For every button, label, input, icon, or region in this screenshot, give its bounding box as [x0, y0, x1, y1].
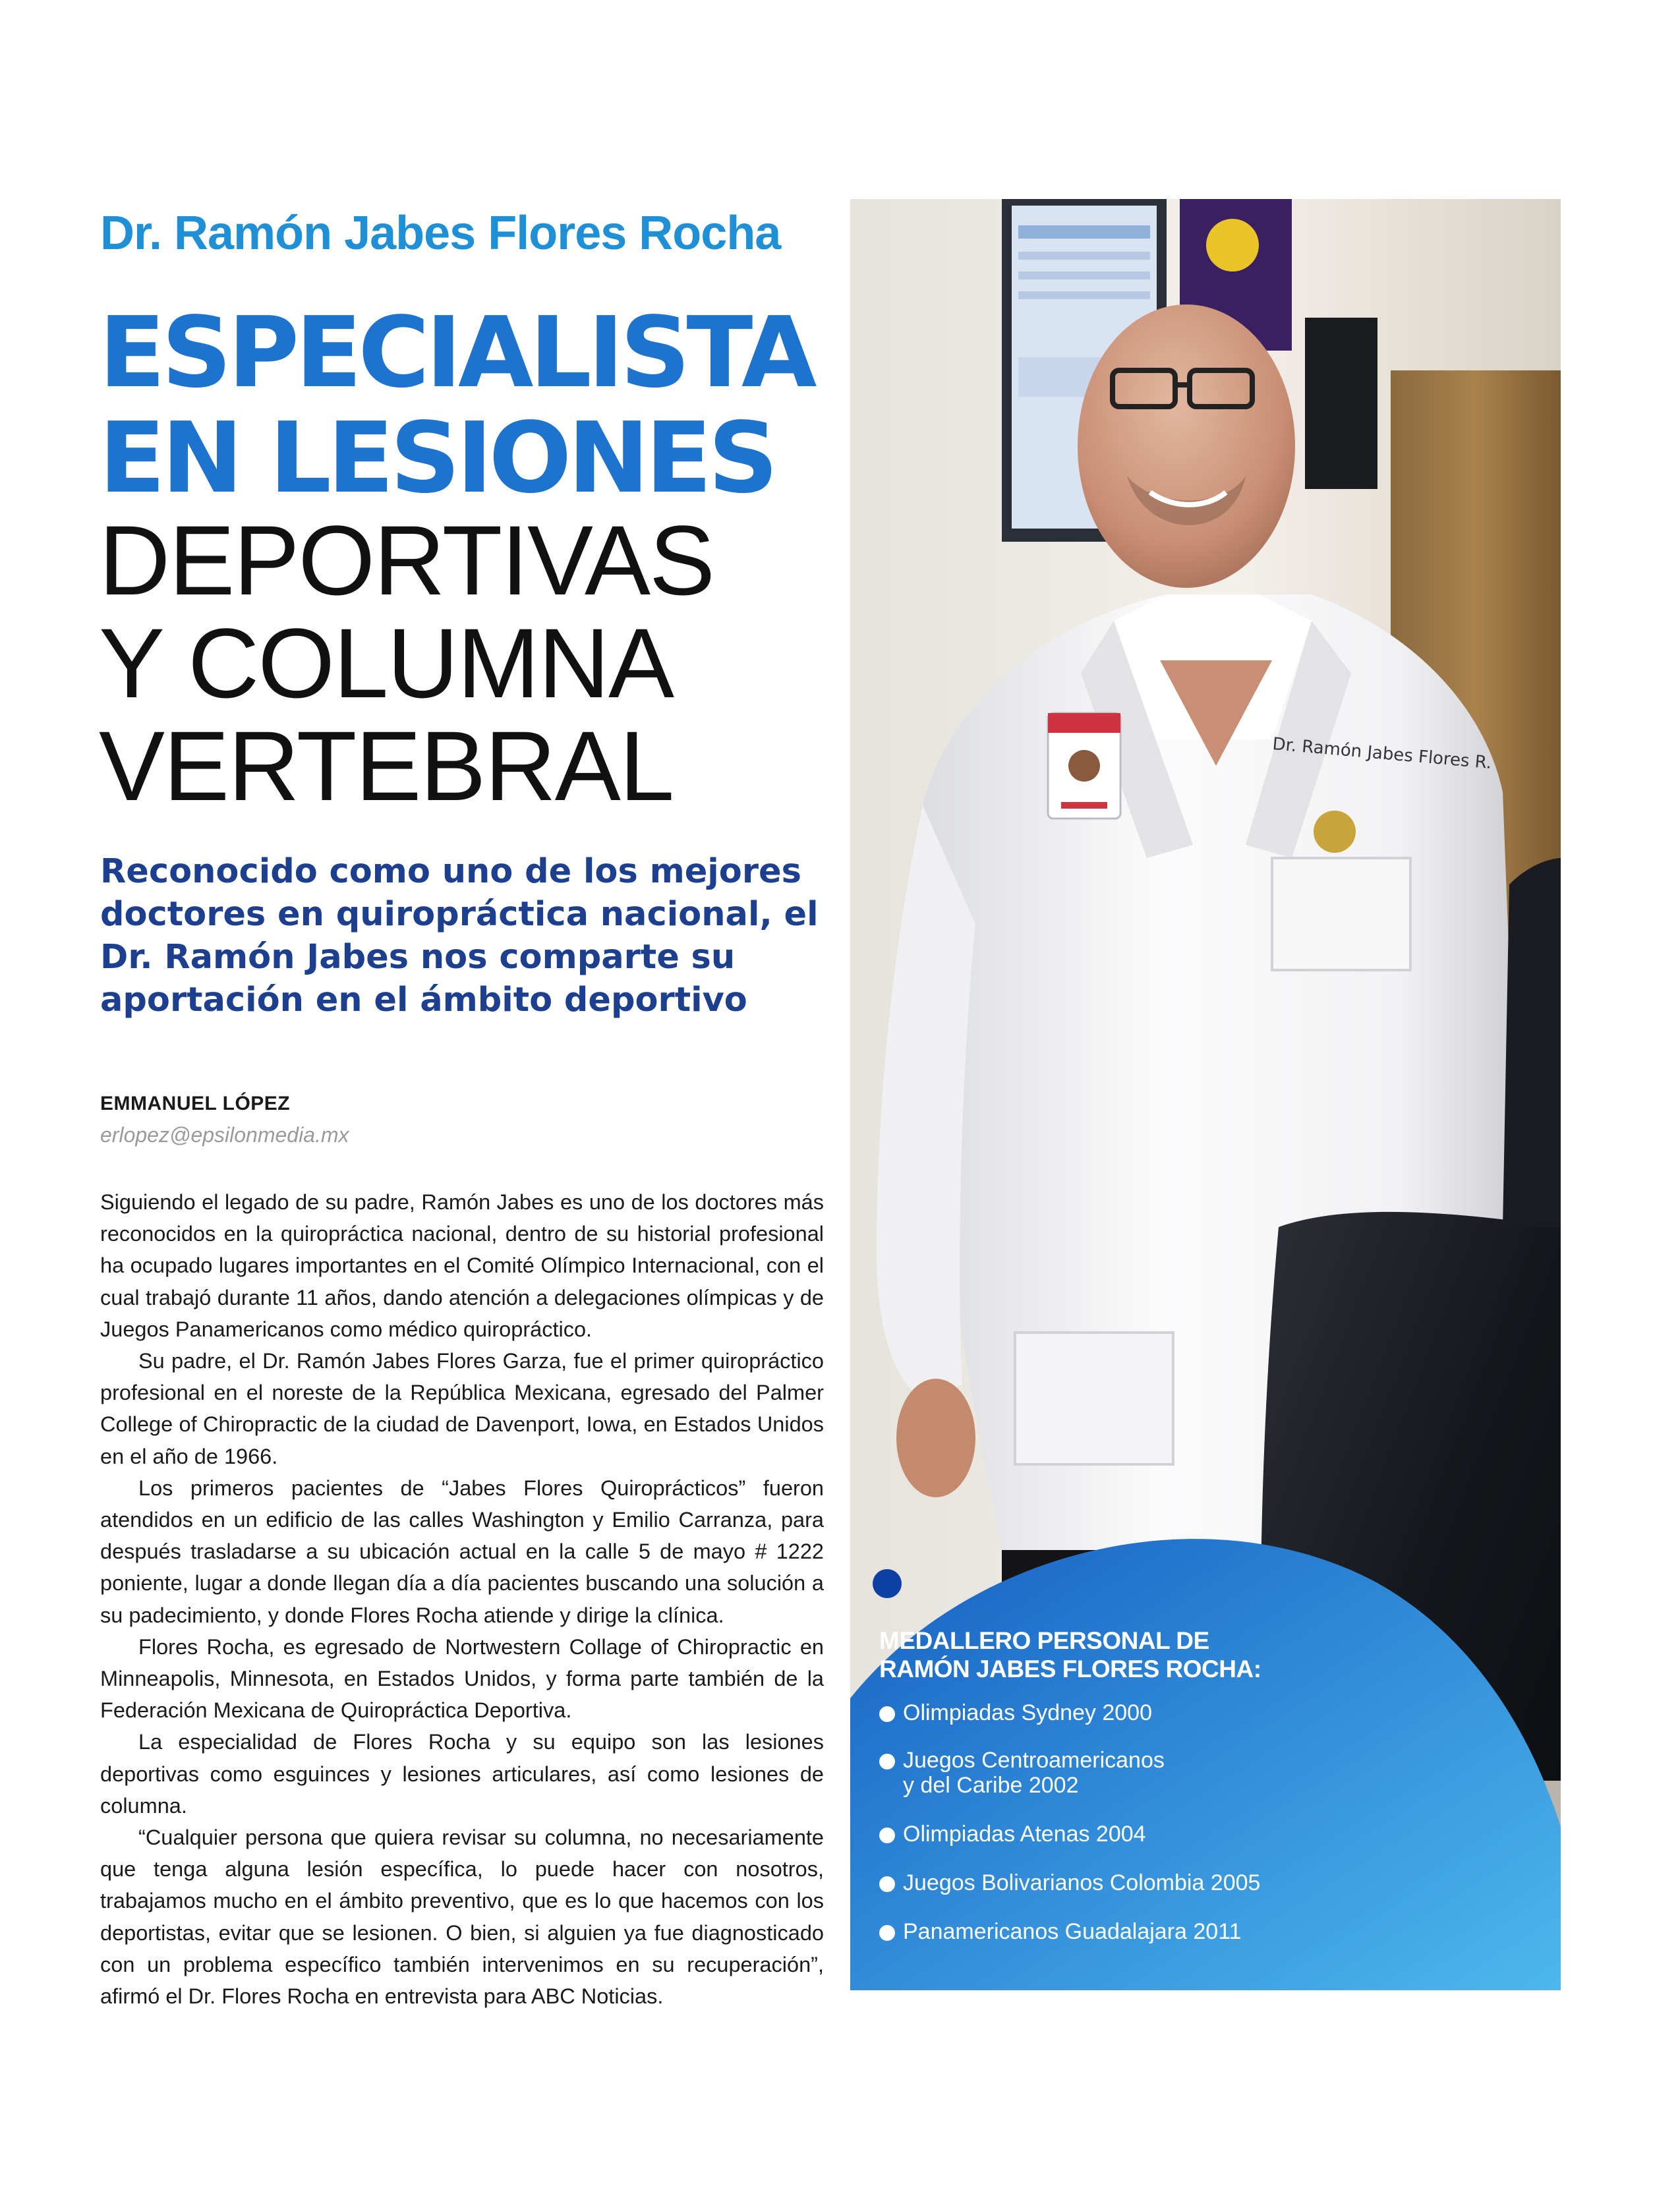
bullet-icon: [879, 1706, 895, 1722]
headline-bold-line: EN LESIONES: [99, 401, 774, 515]
medal-title-line: MEDALLERO PERSONAL DE: [879, 1627, 1209, 1654]
coat-embroidery: Dr. Ramón Jabes Flores R.: [1271, 734, 1493, 774]
medal-item-text: Panamericanos Guadalajara 2011: [903, 1919, 1242, 1944]
medal-item-text: Juegos Centroamericanos: [903, 1748, 1165, 1773]
article-kicker: Dr. Ramón Jabes Flores Rocha: [100, 207, 781, 260]
medal-box-title: [879, 1626, 1261, 1683]
subheadline: Reconocido como uno de los mejores doctores en quiropráctica nacional, el Dr. Ramón Jabes nos comparte su aportación en el ámbito deportivo: [100, 852, 819, 1020]
headline-light-line: VERTEBRAL: [99, 710, 674, 821]
medal-list-item: [879, 1822, 1146, 1847]
author-email[interactable]: erlopez@epsilonmedia.mx: [100, 1123, 349, 1147]
body-paragraph: Flores Rocha, es egresado de Nortwestern Collage of Chiropractic en Minneapolis, Minnesota, en Estados Unidos, y forma parte también de la Federación Mexicana de Quiropráctica Deportiva.: [100, 1634, 824, 1723]
medal-title-line: RAMÓN JABES FLORES ROCHA:: [879, 1655, 1261, 1683]
author-name: EMMANUEL LÓPEZ: [100, 1093, 291, 1114]
body-paragraph: La especialidad de Flores Rocha y su equipo son las lesiones deportivas como esguinces y lesiones articulares, así como lesiones de columna.: [100, 1730, 824, 1818]
body-paragraph: “Cualquier persona que quiera revisar su columna, no necesariamente que tenga alguna lesión específica, lo puede hacer con nosotros, trabajamos mucho en el ámbito preventivo, que es lo que hacemos con los deportistas, evitar que se lesionen. O bien, si alguien ya fue diagnosticado con un problema específico también intervenimos en su recuperación”, afirmó el Dr. Flores Rocha en entrevista para ABC Noticias.: [100, 1826, 824, 2009]
medal-item-text: Juegos Bolivarianos Colombia 2005: [903, 1870, 1261, 1895]
headline-light-line: DEPORTIVAS: [99, 505, 714, 616]
medal-list-item: [879, 1870, 1260, 1895]
medal-item-text: Olimpiadas Atenas 2004: [903, 1822, 1146, 1847]
medal-item-text: Olimpiadas Sydney 2000: [903, 1700, 1153, 1725]
bullet-icon: [879, 1754, 895, 1769]
body-paragraph: Los primeros pacientes de “Jabes Flores Quiroprácticos” fueron atendidos en un edificio de las calles Washington y Emilio Carranza, para después trasladarse a su ubicación actual en la calle 5 de mayo # 1222 poniente, lugar a donde llegan día a día pacientes buscando una solución a su padecimiento, y donde Flores Rocha atiende y dirige la clínica.: [100, 1476, 824, 1627]
article-body: [100, 1186, 824, 2012]
headline-bold-line: ESPECIALISTA: [99, 296, 813, 409]
medal-box-dot: [873, 1569, 902, 1598]
medal-item-text: y del Caribe 2002: [903, 1773, 1079, 1798]
medal-list-item: [879, 1700, 1152, 1725]
body-paragraph: Siguiendo el legado de su padre, Ramón Jabes es uno de los doctores más reconocidos en la quiropráctica nacional, dentro de su historial profesional ha ocupado lugares importantes en el Comité Olímpico Internacional, con el cual trabajó durante 11 años, dando atención a delegaciones olímpicas y de Juegos Panamericanos como médico quiropráctico.: [100, 1190, 824, 1341]
medal-list-item: [879, 1919, 1242, 1944]
bullet-icon: [879, 1876, 895, 1892]
headline-bold: [99, 296, 813, 515]
medal-list-item: [879, 1748, 1165, 1798]
bullet-icon: [879, 1827, 895, 1843]
body-paragraph: Su padre, el Dr. Ramón Jabes Flores Garza, fue el primer quiropráctico profesional en el noreste de la República Mexicana, egresado del Palmer College of Chiropractic de la ciudad de Davenport, Iowa, en Estados Unidos en el año de 1966.: [100, 1349, 824, 1468]
headline-light-line: Y COLUMNA: [99, 608, 674, 718]
headline-light: [99, 505, 714, 821]
bullet-icon: [879, 1925, 895, 1941]
